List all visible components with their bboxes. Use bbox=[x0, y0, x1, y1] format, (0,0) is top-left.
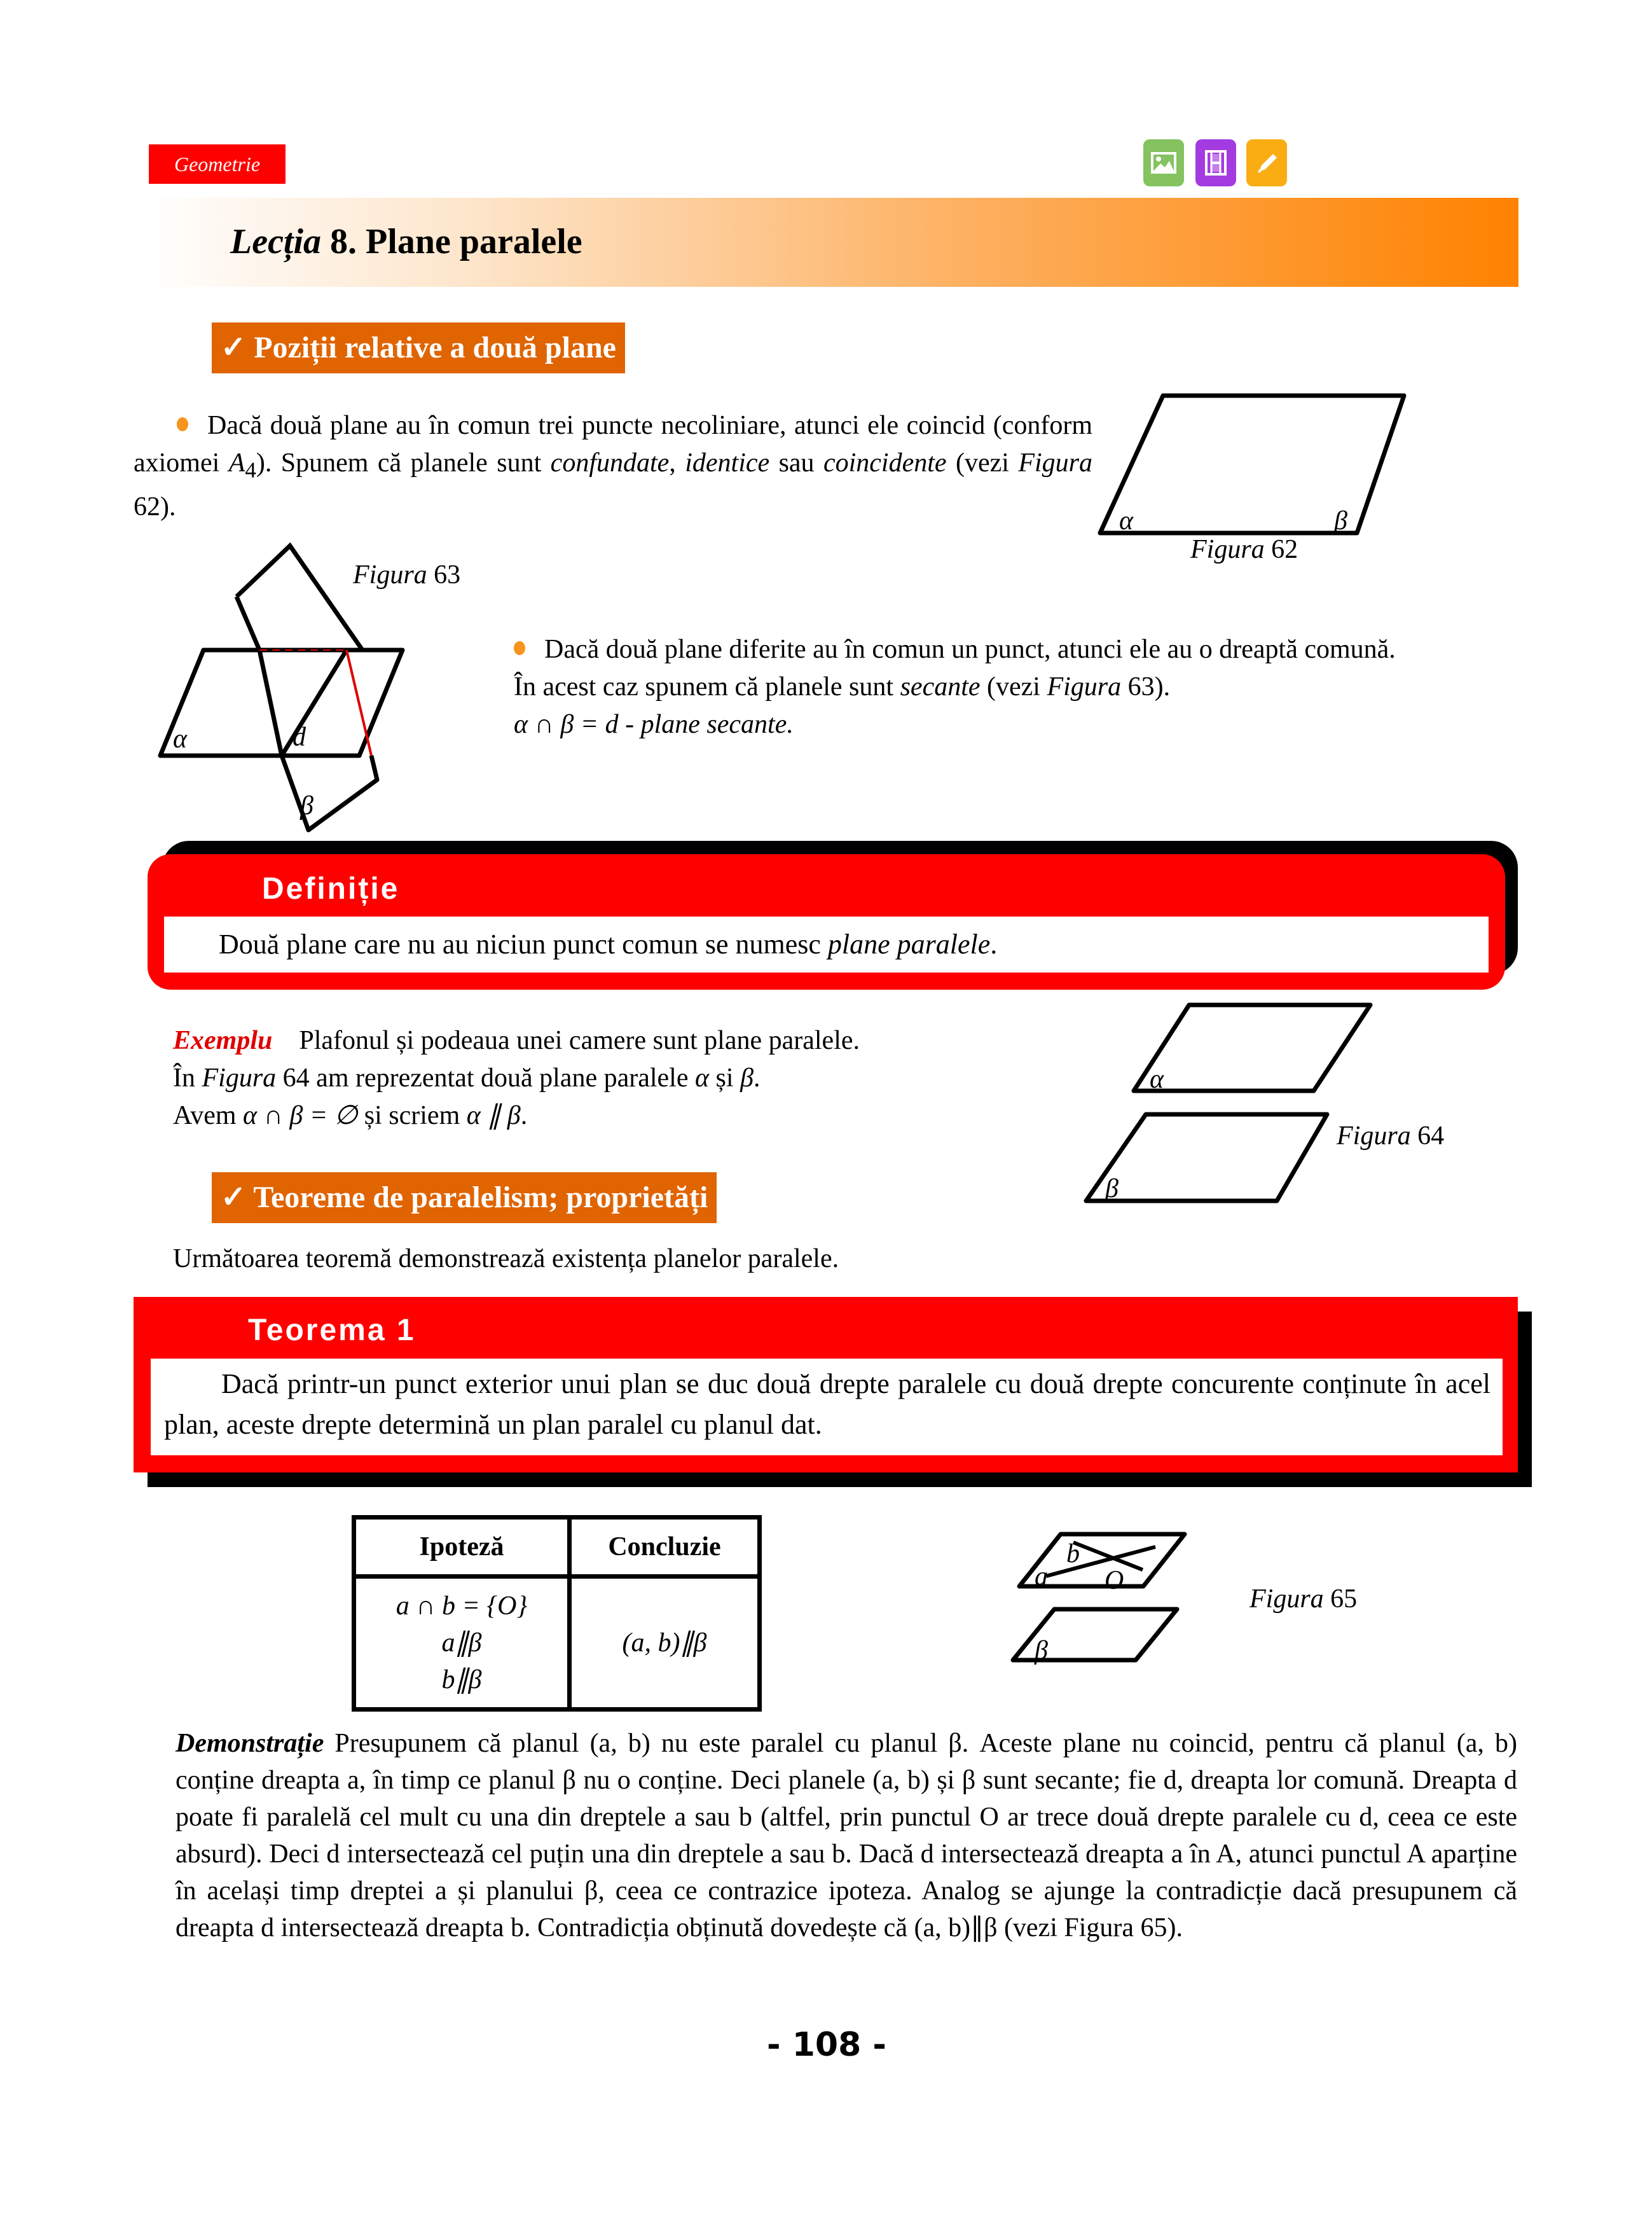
text: Avem bbox=[173, 1101, 244, 1130]
term-coincidente: coincidente bbox=[823, 448, 947, 478]
line bbox=[173, 1060, 1000, 1097]
text: sau bbox=[769, 448, 823, 478]
label-alpha: α bbox=[1119, 506, 1134, 536]
text: În bbox=[173, 1063, 202, 1093]
section-heading-parallelism-theorems bbox=[212, 1172, 717, 1223]
label-alpha: α bbox=[173, 724, 188, 754]
figure-63-caption bbox=[353, 560, 460, 590]
proof-text: Presupunem că planul (a, b) nu este paralel cu planul β. Aceste plane nu coincid, pentru că planul (a, b) conține dreapta a, în timp ce planul β nu o conține. Deci planele (a, b) și β sunt secante; fie d, dreapta lor comună. Dreapta d poate fi paralelă cel mult cu una din dreptele a sau b (altfel, prin punctul O ar trece două drepte paralele cu d, ceea ce este absurd). Deci d intersectează cel puțin una din dreptele a sau b. Dacă d intersectează dreapta a în A, atunci punctul A aparține în același timp dreptei a și planului β, ceea ce contrazice ipoteza. Analog se ajunge la contradicție dacă presupunem că dreapta d intersectează dreapta b. Contradicția obținută dovedește că (a, b)∥β (vezi Figura 65). bbox=[176, 1729, 1517, 1942]
theorem-intro: Următoarea teoremă demonstrează existența planelor paralele. bbox=[173, 1244, 839, 1273]
hypothesis-item: b∥β bbox=[441, 1665, 482, 1694]
term-identice: identice bbox=[685, 448, 770, 478]
caption-number: 65 bbox=[1323, 1584, 1358, 1614]
section-heading-relative-positions bbox=[212, 322, 625, 373]
proof-paragraph bbox=[176, 1725, 1517, 1946]
text: și scriem bbox=[357, 1101, 467, 1130]
theorem-text: Dacă printr-un punct exterior unui plan se duc două drepte paralele cu două drepte concurente conținute în acel plan, aceste drepte determină un plan paralel cu planul dat. bbox=[164, 1368, 1490, 1440]
plane-beta-lower bbox=[282, 756, 377, 830]
text: 64 am reprezentat două plane paralele bbox=[276, 1063, 695, 1093]
formula-parallel: α ∥ β bbox=[466, 1101, 521, 1130]
label-O: O bbox=[1105, 1566, 1124, 1595]
text: , bbox=[669, 448, 685, 478]
defined-term: plane paralele bbox=[827, 929, 991, 960]
video-button[interactable] bbox=[1195, 139, 1236, 186]
caption-number: 64 bbox=[1410, 1121, 1445, 1151]
plane-outline bbox=[1100, 396, 1404, 533]
term-secante: secante bbox=[900, 672, 981, 702]
text: Două plane care nu au niciun punct comun se numesc bbox=[219, 929, 828, 960]
text: 63). bbox=[1121, 672, 1171, 702]
axiom-symbol: A bbox=[228, 448, 245, 478]
line bbox=[173, 1097, 1000, 1135]
page-number: - 108 - bbox=[767, 2026, 886, 2064]
check-icon: ✓ bbox=[221, 331, 247, 364]
text: și bbox=[709, 1063, 741, 1093]
hypothesis-item: a∥β bbox=[441, 1628, 482, 1658]
symbol-beta: β bbox=[740, 1063, 754, 1093]
caption-number: 63 bbox=[427, 560, 461, 590]
text: ). Spunem că planele sunt bbox=[256, 448, 551, 478]
figure-ref-word: Figura bbox=[1018, 448, 1093, 478]
intersection-line-d bbox=[282, 650, 347, 756]
text: (vezi bbox=[980, 672, 1047, 702]
label-alpha: α bbox=[1150, 1065, 1164, 1094]
bullet-icon bbox=[177, 417, 188, 431]
table-row bbox=[354, 1577, 760, 1710]
header-conclusion: Concluzie bbox=[570, 1518, 760, 1577]
caption-word: Figura bbox=[1249, 1584, 1324, 1614]
hypothesis-cell bbox=[354, 1577, 570, 1710]
text: . bbox=[753, 1063, 761, 1093]
check-icon: ✓ bbox=[221, 1181, 247, 1214]
text: Dacă două plane diferite au în comun un punct, atunci ele au o dreaptă comună. bbox=[544, 635, 1396, 664]
theorem-title: Teorema 1 bbox=[248, 1313, 416, 1347]
label-beta: β bbox=[300, 791, 313, 821]
plane-alpha-outline bbox=[160, 650, 403, 756]
text: 62). bbox=[134, 492, 176, 522]
image-button[interactable] bbox=[1143, 139, 1184, 186]
label-beta: β bbox=[1105, 1174, 1119, 1203]
figure-ref-word: Figura bbox=[1047, 672, 1122, 702]
term-confundate: confundate bbox=[550, 448, 670, 478]
section-title: Poziții relative a două plane bbox=[254, 331, 616, 364]
figure-64 bbox=[1075, 999, 1393, 1208]
figure-ref-word: Figura bbox=[202, 1063, 277, 1093]
lesson-prefix: Lecția bbox=[230, 222, 322, 261]
lesson-title bbox=[230, 216, 582, 267]
hypothesis-item: a ∩ b = {O} bbox=[396, 1591, 528, 1621]
example-label: Exemplu bbox=[173, 1026, 273, 1055]
bullet-icon bbox=[514, 641, 525, 655]
table-header-row bbox=[354, 1518, 760, 1577]
film-icon bbox=[1205, 150, 1227, 176]
text: Plafonul și podeaua unei camere sunt plane paralele. bbox=[299, 1026, 860, 1055]
image-icon bbox=[1151, 152, 1176, 174]
definition-title: Definiție bbox=[262, 872, 400, 906]
plane-beta-top-edge bbox=[237, 546, 362, 650]
label-beta: β bbox=[1035, 1636, 1048, 1665]
axiom-index: 4 bbox=[245, 457, 256, 483]
proof-label: Demonstrație bbox=[176, 1729, 324, 1758]
paragraph-coincident-planes bbox=[134, 407, 1092, 526]
text: . bbox=[520, 1101, 528, 1130]
subject-tag: Geometrie bbox=[149, 144, 286, 184]
figure-65-caption bbox=[1249, 1584, 1357, 1614]
plane-beta-edge-red bbox=[347, 650, 371, 756]
figure-62-caption bbox=[1190, 534, 1298, 565]
caption-word: Figura bbox=[353, 560, 427, 590]
text: În acest caz spunem că planele sunt bbox=[514, 672, 900, 702]
plane-beta-outline bbox=[1086, 1114, 1327, 1201]
figure-65 bbox=[1008, 1527, 1275, 1679]
caption-word: Figura bbox=[1190, 535, 1265, 564]
plane-alpha-outline bbox=[1134, 1005, 1370, 1091]
formula-secant: α ∩ β = d - plane secante. bbox=[514, 710, 794, 739]
line bbox=[173, 1022, 1000, 1060]
conclusion-cell: (a, b)∥β bbox=[570, 1577, 760, 1710]
definition-text bbox=[219, 924, 997, 965]
plane-beta-left-mid bbox=[259, 650, 282, 756]
caption-word: Figura bbox=[1337, 1121, 1411, 1151]
header-hypothesis: Ipoteză bbox=[354, 1518, 570, 1577]
pencil-icon bbox=[1254, 150, 1279, 176]
line bbox=[514, 631, 1518, 668]
text: Dacă două plane au în comun trei puncte necoliniare, atunci ele coincid (conform axiomei bbox=[134, 411, 1092, 478]
label-d: d bbox=[293, 723, 306, 752]
label-b: b bbox=[1066, 1539, 1080, 1569]
example-block bbox=[173, 1022, 1000, 1135]
formula-empty-intersection: α ∩ β = ∅ bbox=[243, 1101, 358, 1130]
plane-beta-left-edge bbox=[237, 597, 259, 650]
hypothesis-conclusion-table bbox=[352, 1515, 762, 1712]
label-beta: β bbox=[1334, 506, 1347, 536]
text: (vezi bbox=[946, 448, 1019, 478]
text: . bbox=[990, 929, 998, 960]
label-a: a bbox=[1035, 1562, 1048, 1591]
section-title: Teoreme de paralelism; proprietăți bbox=[253, 1181, 708, 1214]
figure-64-caption bbox=[1337, 1121, 1444, 1151]
caption-number: 62 bbox=[1264, 535, 1298, 564]
lesson-name: 8. Plane paralele bbox=[321, 222, 582, 261]
edit-button[interactable] bbox=[1246, 139, 1287, 186]
symbol-alpha: α bbox=[695, 1063, 710, 1093]
paragraph-secant-planes bbox=[514, 631, 1518, 744]
line bbox=[514, 668, 1518, 706]
